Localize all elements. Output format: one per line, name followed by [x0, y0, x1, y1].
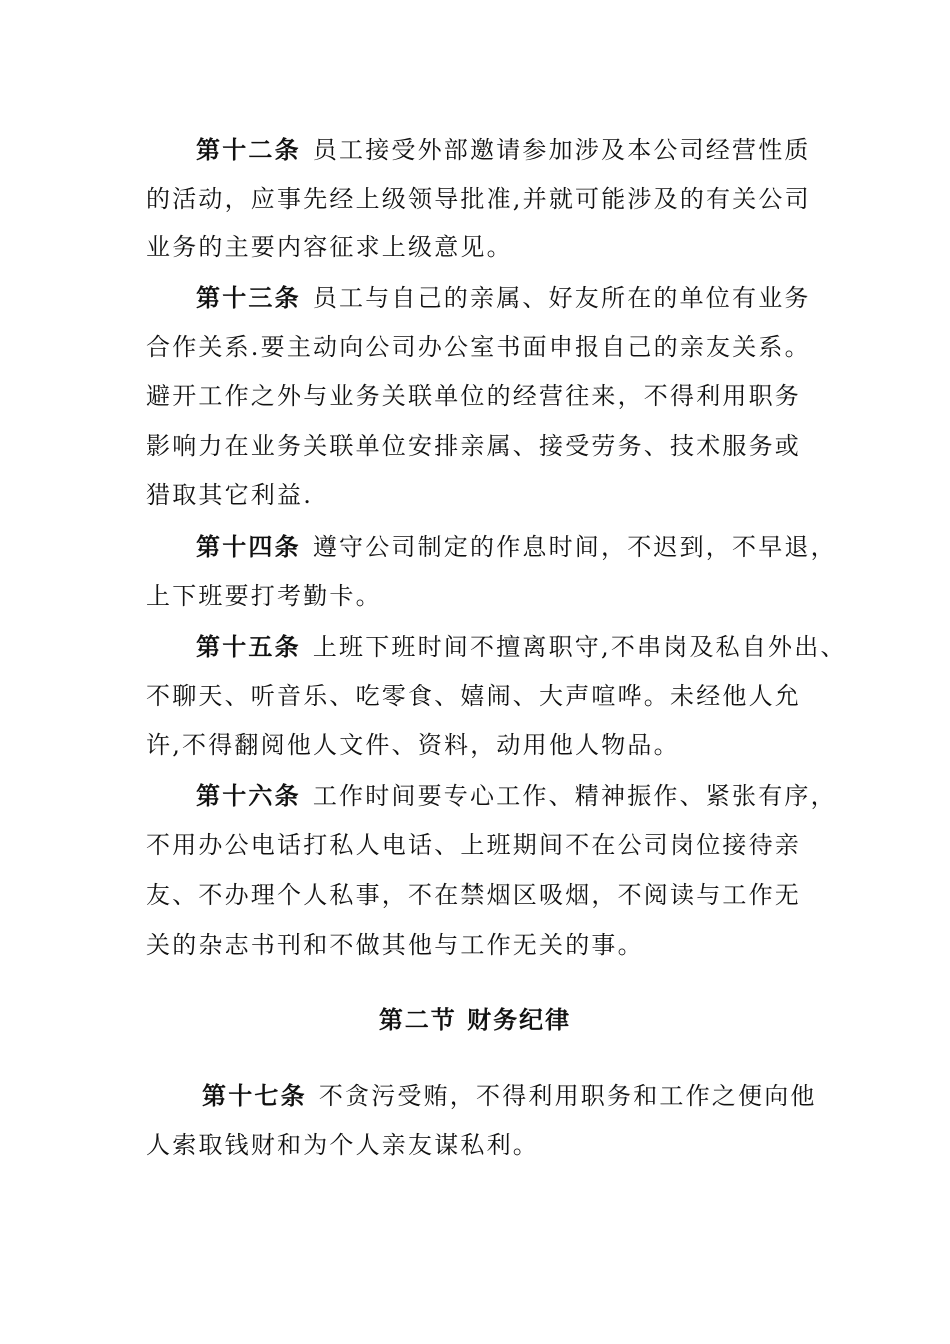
- article-15-line-2: 不聊天、听音乐、吃零食、嬉闹、大声喧哗。未经他人允: [146, 682, 801, 710]
- article-14-label: 第十四条: [196, 533, 301, 561]
- article-15-text: 上班下班时间不擅离职守,不串岗及私自外出、: [312, 633, 847, 661]
- article-15-line-1: [196, 631, 847, 663]
- article-12-text: 员工接受外部邀请参加涉及本公司经营性质: [312, 136, 811, 164]
- article-13-line-5: 猎取其它利益.: [146, 481, 314, 509]
- article-13-label: 第十三条: [196, 284, 301, 312]
- article-16-line-2: 不用办公电话打私人电话、上班期间不在公司岗位接待亲: [146, 831, 801, 859]
- article-17-line-1: [202, 1080, 817, 1112]
- article-12-line-2: 的活动，应事先经上级领导批准,并就可能涉及的有关公司: [146, 185, 811, 213]
- article-16-text: 工作时间要专心工作、精神振作、紧张有序，: [312, 782, 837, 810]
- section-title: 第二节 财务纪律: [378, 1006, 572, 1034]
- article-13-text: 员工与自己的亲属、好友所在的单位有业务: [312, 284, 811, 312]
- article-15-label: 第十五条: [196, 633, 301, 661]
- article-13-line-1: [196, 282, 811, 314]
- article-16-line-3: 友、不办理个人私事，不在禁烟区吸烟，不阅读与工作无: [146, 881, 801, 909]
- article-17-label: 第十七条: [202, 1082, 307, 1110]
- article-16-line-1: [196, 780, 837, 812]
- article-15-line-3: 许,不得翻阅他人文件、资料，动用他人物品。: [146, 731, 680, 759]
- article-14-line-1: [196, 531, 837, 563]
- article-13-line-2: 合作关系.要主动向公司办公室书面申报自己的亲友关系。: [146, 333, 811, 361]
- article-16-line-4: 关的杂志书刊和不做其他与工作无关的事。: [146, 931, 644, 959]
- article-14-line-2: 上下班要打考勤卡。: [146, 582, 382, 610]
- article-12-line-1: [196, 134, 811, 166]
- article-14-text: 遵守公司制定的作息时间，不迟到，不早退，: [312, 533, 837, 561]
- article-16-label: 第十六条: [196, 782, 301, 810]
- article-17-line-2: 人索取钱财和为个人亲友谋私利。: [146, 1131, 539, 1159]
- article-12-label: 第十二条: [196, 136, 301, 164]
- article-17-text: 不贪污受贿，不得利用职务和工作之便向他: [318, 1082, 817, 1110]
- article-13-line-3: 避开工作之外与业务关联单位的经营往来，不得利用职务: [146, 382, 801, 410]
- article-13-line-4: 影响力在业务关联单位安排亲属、接受劳务、技术服务或: [146, 432, 801, 460]
- article-12-line-3: 业务的主要内容征求上级意见。: [146, 233, 513, 261]
